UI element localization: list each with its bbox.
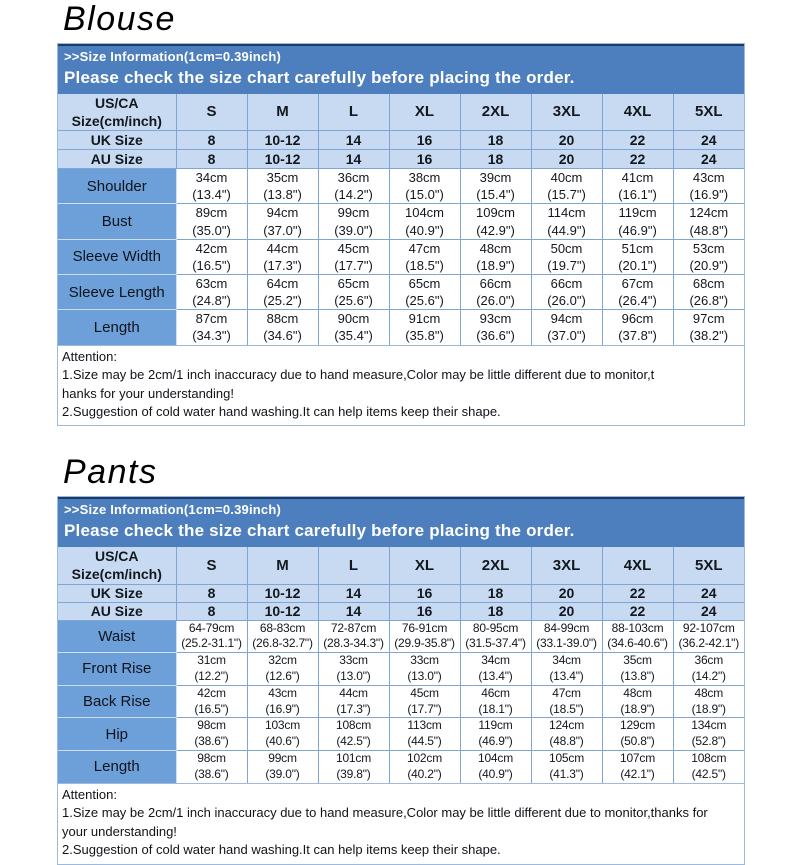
measurement-value: 47cm (18.5") — [389, 239, 460, 274]
region-size-value: 16 — [389, 584, 460, 602]
size-column-header: L — [318, 547, 389, 584]
measurement-value: 119cm (46.9") — [460, 718, 531, 751]
measurement-value: 109cm (42.9") — [460, 204, 531, 239]
size-column-header: 4XL — [602, 547, 673, 584]
region-size-value: 8 — [176, 584, 247, 602]
measurement-value: 72-87cm (28.3-34.3") — [318, 620, 389, 653]
measurement-value: 104cm (40.9") — [389, 204, 460, 239]
attention-line: hanks for your understanding! — [62, 385, 234, 401]
region-size-value: 16 — [389, 150, 460, 169]
region-size-value: 22 — [602, 602, 673, 620]
measurement-value: 129cm (50.8") — [602, 718, 673, 751]
measurement-label: Shoulder — [58, 169, 176, 204]
attention-line: your understanding! — [62, 823, 177, 839]
size-column-header: S — [176, 547, 247, 584]
region-size-label: UK Size — [58, 584, 176, 602]
measurement-value: 66cm (26.0") — [531, 275, 602, 310]
region-size-value: 24 — [673, 131, 744, 150]
blouse-title: Blouse — [63, 0, 176, 38]
measurement-value: 43cm (16.9") — [247, 685, 318, 718]
region-size-value: 14 — [318, 584, 389, 602]
measurement-value: 92-107cm (36.2-42.1") — [673, 620, 744, 653]
measurement-value: 35cm (13.8") — [602, 653, 673, 686]
blouse-size-table — [58, 94, 744, 345]
region-size-value: 22 — [602, 584, 673, 602]
measurement-value: 107cm (42.1") — [602, 751, 673, 783]
measurement-value: 80-95cm (31.5-37.4") — [460, 620, 531, 653]
size-check-notice: Please check the size chart carefully before placing the order. — [64, 521, 575, 541]
measurement-value: 41cm (16.1") — [602, 169, 673, 204]
region-size-value: 8 — [176, 150, 247, 169]
measurement-label: Hip — [58, 718, 176, 751]
region-size-value: 18 — [460, 584, 531, 602]
measurement-value: 42cm (16.5") — [176, 239, 247, 274]
region-size-value: 8 — [176, 602, 247, 620]
pants-size-table — [58, 547, 744, 783]
blouse-panel — [57, 43, 745, 427]
measurement-value: 33cm (13.0") — [389, 653, 460, 686]
region-size-value: 18 — [460, 602, 531, 620]
measurement-value: 44cm (17.3") — [247, 239, 318, 274]
size-column-header: 3XL — [531, 94, 602, 131]
region-size-value: 20 — [531, 584, 602, 602]
measurement-value: 32cm (12.6") — [247, 653, 318, 686]
region-size-value: 20 — [531, 150, 602, 169]
size-information-header: >>Size Information(1cm=0.39inch) — [64, 48, 281, 64]
measurement-value: 47cm (18.5") — [531, 685, 602, 718]
size-column-header: 3XL — [531, 547, 602, 584]
size-column-header: M — [247, 547, 318, 584]
measurement-value: 34cm (13.4") — [176, 169, 247, 204]
measurement-value: 51cm (20.1") — [602, 239, 673, 274]
region-size-value: 10-12 — [247, 150, 318, 169]
region-size-value: 18 — [460, 150, 531, 169]
region-size-value: 18 — [460, 131, 531, 150]
measurement-row — [58, 275, 744, 310]
measurement-value: 53cm (20.9") — [673, 239, 744, 274]
size-column-header: XL — [389, 547, 460, 584]
measurement-value: 44cm (17.3") — [318, 685, 389, 718]
measurement-value: 134cm (52.8") — [673, 718, 744, 751]
measurement-row — [58, 204, 744, 239]
measurement-value: 76-91cm (29.9-35.8") — [389, 620, 460, 653]
corner-header-cell: US/CA Size(cm/inch) — [58, 547, 176, 584]
attention-line: 1.Size may be 2cm/1 inch inaccuracy due to hand measure,Color may be little different due to monitor,t — [62, 367, 655, 383]
attention-line: 2.Suggestion of cold water hand washing.It can help items keep their shape. — [62, 842, 501, 858]
region-size-row — [58, 131, 744, 150]
measurement-value: 124cm (48.8") — [531, 718, 602, 751]
measurement-value: 99cm (39.0") — [247, 751, 318, 783]
measurement-value: 40cm (15.7") — [531, 169, 602, 204]
measurement-value: 33cm (13.0") — [318, 653, 389, 686]
measurement-label: Waist — [58, 620, 176, 653]
size-column-header: 5XL — [673, 547, 744, 584]
measurement-value: 31cm (12.2") — [176, 653, 247, 686]
measurement-value: 64cm (25.2") — [247, 275, 318, 310]
measurement-value: 43cm (16.9") — [673, 169, 744, 204]
measurement-value: 38cm (15.0") — [389, 169, 460, 204]
measurement-value: 36cm (14.2") — [318, 169, 389, 204]
pants-attention-note — [58, 783, 744, 864]
measurement-value: 88cm (34.6") — [247, 310, 318, 345]
region-size-value: 20 — [531, 131, 602, 150]
pants-section — [57, 455, 745, 864]
size-check-notice: Please check the size chart carefully before placing the order. — [64, 67, 575, 87]
region-size-label: AU Size — [58, 602, 176, 620]
size-column-header: XL — [389, 94, 460, 131]
measurement-value: 105cm (41.3") — [531, 751, 602, 783]
measurement-label: Bust — [58, 204, 176, 239]
region-size-row — [58, 150, 744, 169]
measurement-row — [58, 239, 744, 274]
measurement-value: 93cm (36.6") — [460, 310, 531, 345]
measurement-row — [58, 685, 744, 718]
size-column-header: M — [247, 94, 318, 131]
measurement-value: 65cm (25.6") — [318, 275, 389, 310]
measurement-value: 113cm (44.5") — [389, 718, 460, 751]
region-size-row — [58, 584, 744, 602]
measurement-value: 35cm (13.8") — [247, 169, 318, 204]
region-size-value: 14 — [318, 602, 389, 620]
region-size-value: 24 — [673, 602, 744, 620]
region-size-value: 14 — [318, 150, 389, 169]
measurement-value: 94cm (37.0") — [247, 204, 318, 239]
blouse-section — [57, 2, 745, 426]
measurement-label: Length — [58, 751, 176, 783]
measurement-value: 114cm (44.9") — [531, 204, 602, 239]
measurement-label: Front Rise — [58, 653, 176, 686]
blouse-header-bars — [58, 44, 744, 94]
region-size-value: 24 — [673, 584, 744, 602]
measurement-value: 48cm (18.9") — [460, 239, 531, 274]
region-size-label: AU Size — [58, 150, 176, 169]
attention-line: 1.Size may be 2cm/1 inch inaccuracy due to hand measure,Color may be little different due to monitor,thanks for — [62, 805, 708, 821]
measurement-row — [58, 620, 744, 653]
measurement-label: Sleeve Width — [58, 239, 176, 274]
measurement-value: 98cm (38.6") — [176, 718, 247, 751]
measurement-value: 101cm (39.8") — [318, 751, 389, 783]
measurement-value: 64-79cm (25.2-31.1") — [176, 620, 247, 653]
measurement-value: 89cm (35.0") — [176, 204, 247, 239]
size-column-header: S — [176, 94, 247, 131]
measurement-value: 119cm (46.9") — [602, 204, 673, 239]
region-size-value: 10-12 — [247, 602, 318, 620]
measurement-row — [58, 653, 744, 686]
measurement-value: 84-99cm (33.1-39.0") — [531, 620, 602, 653]
measurement-value: 65cm (25.6") — [389, 275, 460, 310]
region-size-row — [58, 602, 744, 620]
measurement-value: 103cm (40.6") — [247, 718, 318, 751]
measurement-value: 66cm (26.0") — [460, 275, 531, 310]
measurement-value: 91cm (35.8") — [389, 310, 460, 345]
measurement-value: 90cm (35.4") — [318, 310, 389, 345]
measurement-value: 45cm (17.7") — [389, 685, 460, 718]
measurement-label: Back Rise — [58, 685, 176, 718]
measurement-value: 67cm (26.4") — [602, 275, 673, 310]
size-column-header: 2XL — [460, 547, 531, 584]
size-header-row — [58, 94, 744, 131]
measurement-value: 87cm (34.3") — [176, 310, 247, 345]
measurement-row — [58, 310, 744, 345]
measurement-value: 46cm (18.1") — [460, 685, 531, 718]
measurement-label: Length — [58, 310, 176, 345]
measurement-value: 50cm (19.7") — [531, 239, 602, 274]
pants-header-bars — [58, 497, 744, 547]
region-size-value: 8 — [176, 131, 247, 150]
attention-line: Attention: — [62, 348, 117, 364]
region-size-value: 20 — [531, 602, 602, 620]
region-size-value: 16 — [389, 131, 460, 150]
measurement-value: 48cm (18.9") — [673, 685, 744, 718]
measurement-value: 88-103cm (34.6-40.6") — [602, 620, 673, 653]
measurement-value: 63cm (24.8") — [176, 275, 247, 310]
blouse-attention-note — [58, 345, 744, 426]
measurement-value: 68-83cm (26.8-32.7") — [247, 620, 318, 653]
size-column-header: 2XL — [460, 94, 531, 131]
region-size-value: 14 — [318, 131, 389, 150]
size-header-row — [58, 547, 744, 584]
measurement-value: 97cm (38.2") — [673, 310, 744, 345]
measurement-value: 36cm (14.2") — [673, 653, 744, 686]
corner-header-cell: US/CA Size(cm/inch) — [58, 94, 176, 131]
measurement-value: 39cm (15.4") — [460, 169, 531, 204]
measurement-value: 124cm (48.8") — [673, 204, 744, 239]
measurement-value: 42cm (16.5") — [176, 685, 247, 718]
attention-line: 2.Suggestion of cold water hand washing.It can help items keep their shape. — [62, 403, 501, 419]
measurement-value: 104cm (40.9") — [460, 751, 531, 783]
size-information-header: >>Size Information(1cm=0.39inch) — [64, 502, 281, 518]
size-column-header: 5XL — [673, 94, 744, 131]
region-size-value: 10-12 — [247, 584, 318, 602]
measurement-value: 108cm (42.5") — [673, 751, 744, 783]
measurement-label: Sleeve Length — [58, 275, 176, 310]
pants-panel — [57, 496, 745, 864]
measurement-row — [58, 751, 744, 783]
region-size-value: 16 — [389, 602, 460, 620]
measurement-value: 48cm (18.9") — [602, 685, 673, 718]
measurement-value: 102cm (40.2") — [389, 751, 460, 783]
region-size-label: UK Size — [58, 131, 176, 150]
measurement-value: 108cm (42.5") — [318, 718, 389, 751]
measurement-row — [58, 169, 744, 204]
measurement-value: 94cm (37.0") — [531, 310, 602, 345]
attention-line: Attention: — [62, 786, 117, 802]
measurement-row — [58, 718, 744, 751]
measurement-value: 34cm (13.4") — [531, 653, 602, 686]
region-size-value: 22 — [602, 131, 673, 150]
region-size-value: 22 — [602, 150, 673, 169]
measurement-value: 45cm (17.7") — [318, 239, 389, 274]
measurement-value: 96cm (37.8") — [602, 310, 673, 345]
measurement-value: 34cm (13.4") — [460, 653, 531, 686]
region-size-value: 10-12 — [247, 131, 318, 150]
size-column-header: L — [318, 94, 389, 131]
measurement-value: 68cm (26.8") — [673, 275, 744, 310]
measurement-value: 98cm (38.6") — [176, 751, 247, 783]
size-column-header: 4XL — [602, 94, 673, 131]
region-size-value: 24 — [673, 150, 744, 169]
pants-title: Pants — [63, 453, 158, 492]
measurement-value: 99cm (39.0") — [318, 204, 389, 239]
